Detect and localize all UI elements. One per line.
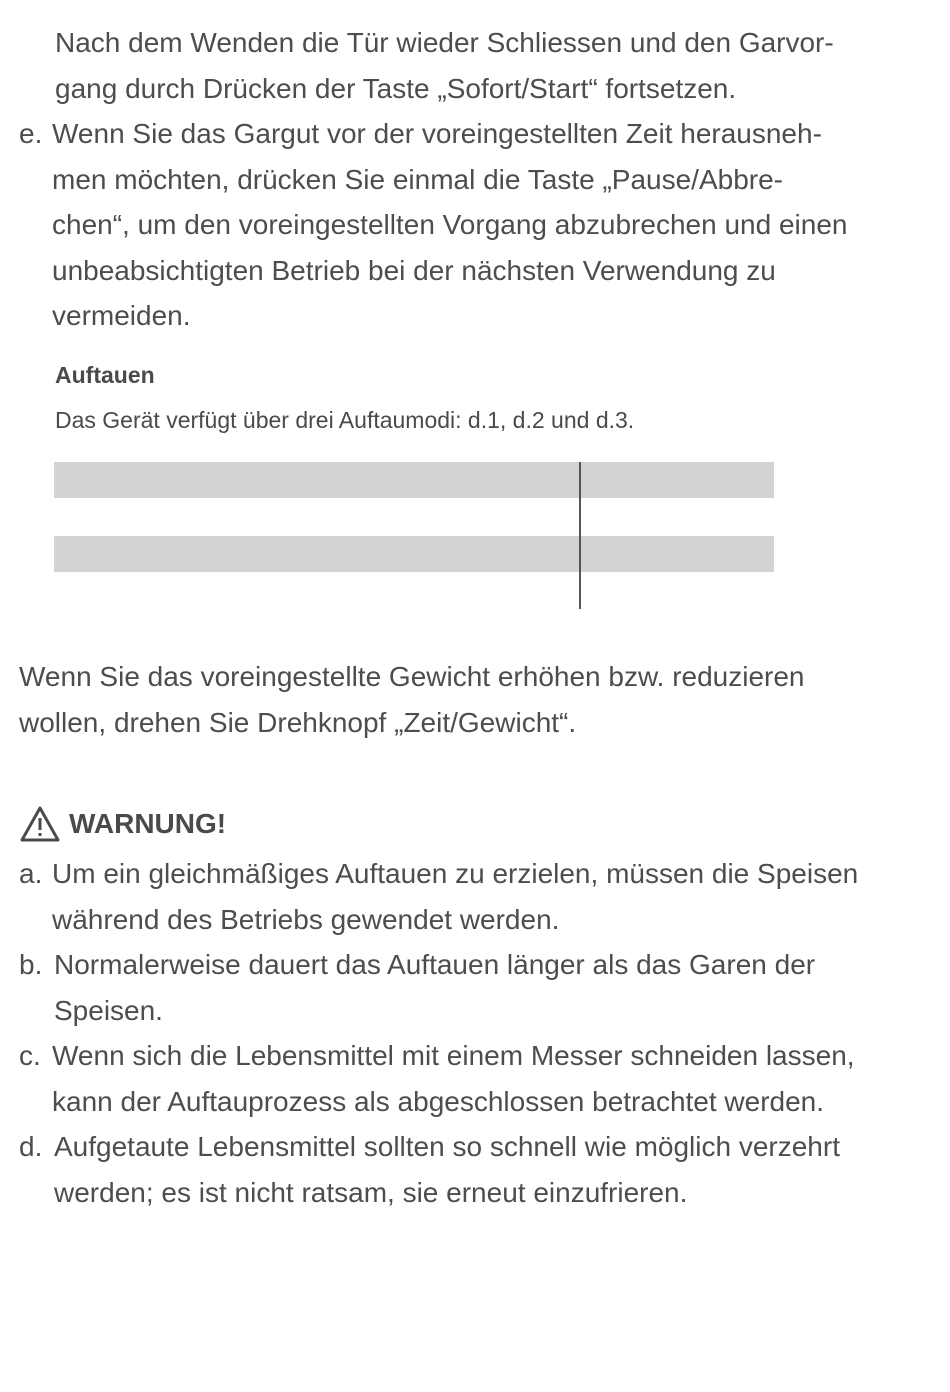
list-item-text [19, 1033, 939, 1124]
text-line: Nach dem Wenden die Tür wieder Schliessen und den Garvor- [55, 27, 834, 58]
warning-item-a [19, 851, 939, 942]
text-line: Normalerweise dauert das Auftauen länger als das Garen der [54, 949, 816, 980]
table-row [54, 536, 774, 572]
text-line: vermeiden. [52, 300, 191, 331]
text-line: Wenn sich die Lebensmittel mit einem Messer schneiden lassen, [52, 1040, 855, 1071]
list-marker: a. [19, 858, 43, 889]
list-item-text [19, 851, 939, 942]
warning-triangle-icon [19, 805, 61, 843]
warning-title: WARNUNG! [69, 808, 227, 839]
list-item-text [19, 942, 939, 1033]
weight-note-paragraph [19, 654, 939, 745]
list-marker: d. [19, 1131, 43, 1162]
list-marker: c. [19, 1040, 41, 1071]
text-line: chen“, um den voreingestellten Vorgang abzubrechen und einen [52, 209, 848, 240]
text-line: kann der Auftauprozess als abgeschlossen betrachtet werden. [52, 1085, 825, 1117]
warning-item-d [19, 1124, 939, 1215]
text-line: men möchten, drücken Sie einmal die Taste „Pause/Abbre- [52, 163, 783, 195]
section-intro: Das Gerät verfügt über drei Auftaumodi: d.1, d.2 und d.3. [55, 407, 635, 433]
defrost-mode-table [54, 462, 774, 609]
list-item-text [19, 1124, 939, 1215]
warning-heading [19, 801, 226, 847]
text-line: Speisen. [54, 994, 163, 1026]
warning-item-c [19, 1033, 939, 1124]
text-line: während des Betriebs gewendet werden. [52, 903, 560, 935]
list-marker: b. [19, 949, 43, 980]
list-marker: e. [19, 118, 43, 149]
table-column-divider [579, 462, 581, 609]
text-line: Wenn Sie das voreingestellte Gewicht erhöhen bzw. reduzieren [19, 661, 805, 692]
table-row [54, 462, 774, 498]
text-line: Wenn Sie das Gargut vor der voreingestellten Zeit herausneh- [52, 118, 822, 149]
warning-item-b [19, 942, 939, 1033]
text-line: unbeabsichtigten Betrieb bei der nächsten Verwendung zu [52, 254, 776, 286]
text-line: werden; es ist nicht ratsam, sie erneut einzufrieren. [54, 1176, 688, 1208]
continuation-paragraph [55, 20, 935, 111]
list-item-e [19, 111, 939, 339]
text-line: wollen, drehen Sie Drehknopf „Zeit/Gewicht“. [19, 706, 577, 738]
text-line: Aufgetaute Lebensmittel sollten so schnell wie möglich verzehrt [54, 1131, 840, 1162]
text-line: Um ein gleichmäßiges Auftauen zu erzielen, müssen die Speisen [52, 858, 859, 889]
section-heading: Auftauen [55, 362, 155, 388]
text-line: gang durch Drücken der Taste „Sofort/Start“ fortsetzen. [55, 72, 737, 104]
list-item-text [19, 111, 939, 339]
